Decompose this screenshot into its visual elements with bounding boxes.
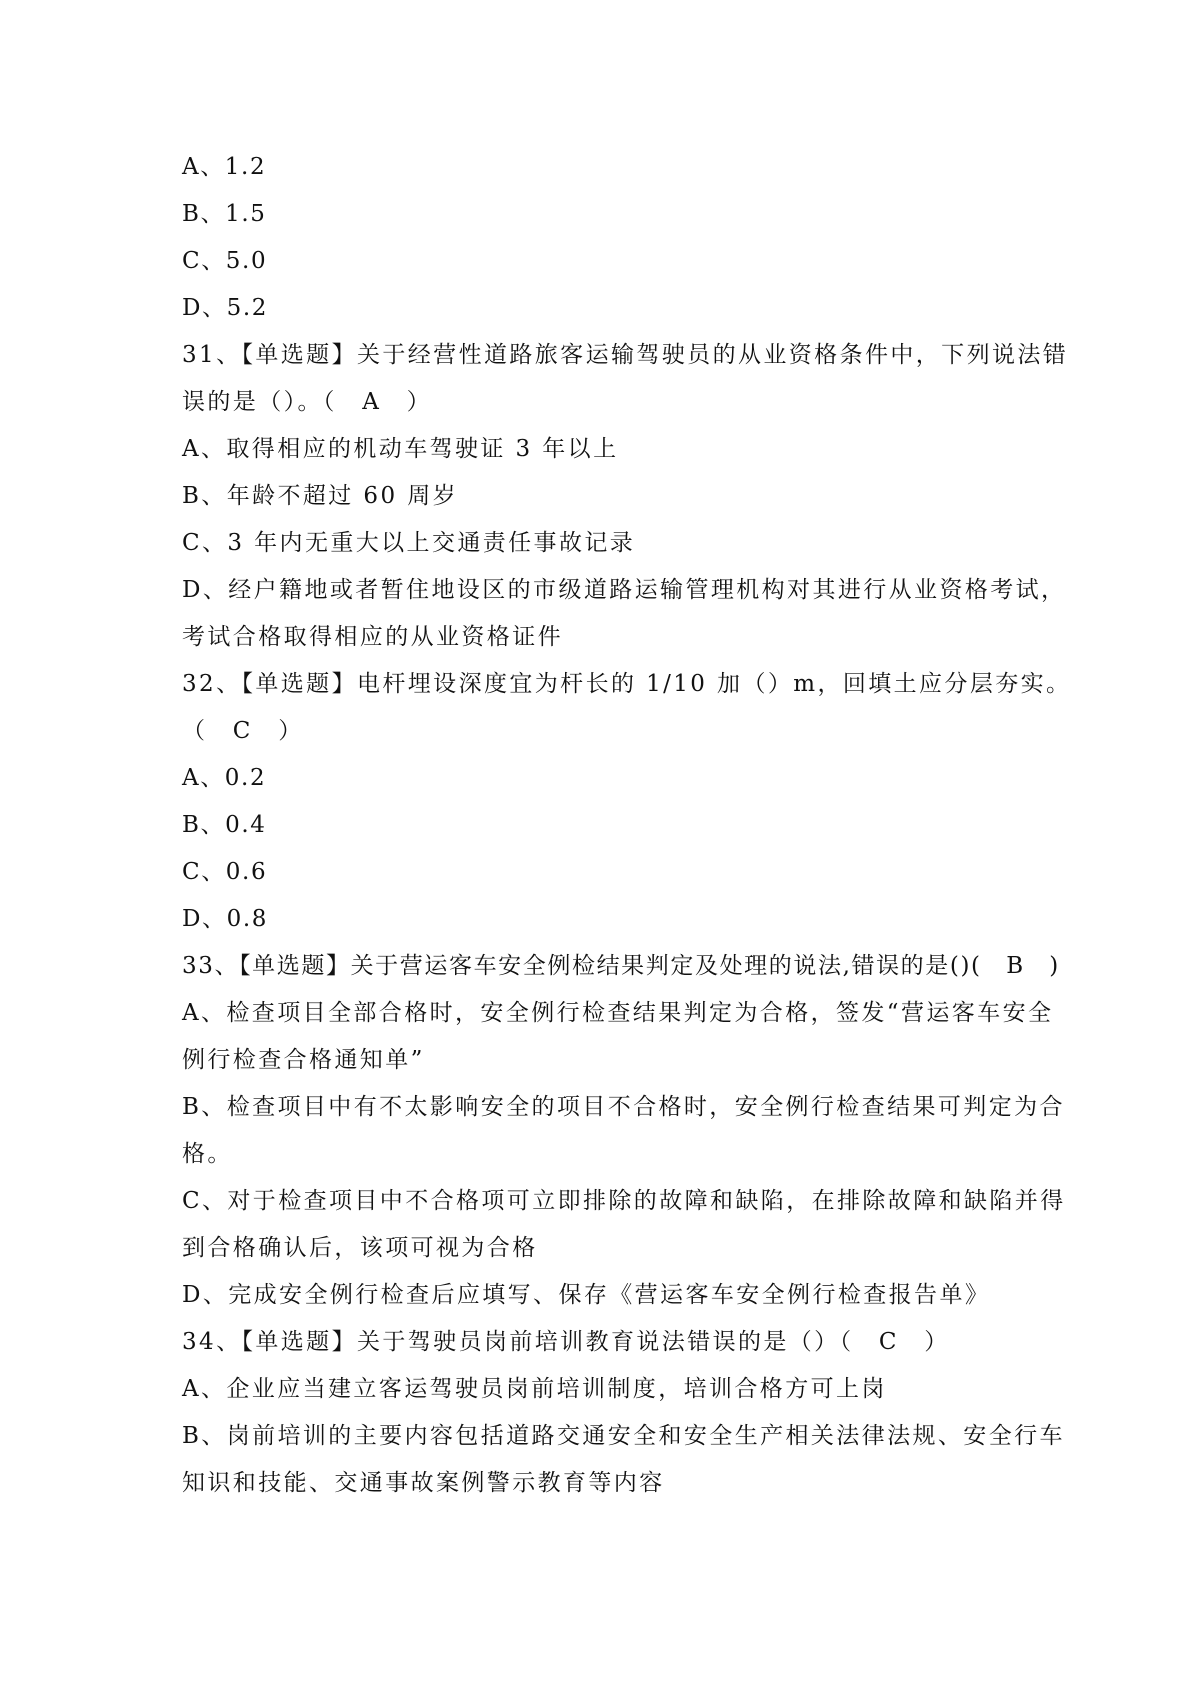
- question-34: 34、【单选题】关于驾驶员岗前培训教育说法错误的是（）（ C ）: [182, 1329, 950, 1355]
- option-a: A、企业应当建立客运驾驶员岗前培训制度，培训合格方可上岗: [182, 1376, 887, 1402]
- option-a: A、检查项目全部合格时，安全例行检查结果判定为合格，签发“营运客车安全: [182, 1000, 1054, 1026]
- option-d: D、完成安全例行检查后应填写、保存《营运客车安全例行检查报告单》: [182, 1282, 991, 1308]
- option-a: A、1.2: [182, 154, 267, 180]
- option-c: C、0.6: [182, 859, 268, 885]
- question-31: 31、【单选题】关于经营性道路旅客运输驾驶员的从业资格条件中，下列说法错: [182, 342, 1069, 368]
- option-d-continued: 考试合格取得相应的从业资格证件: [182, 624, 563, 650]
- option-b: B、0.4: [182, 812, 267, 838]
- option-b: B、岗前培训的主要内容包括道路交通安全和安全生产相关法律法规、安全行车: [182, 1423, 1065, 1449]
- option-b: B、年龄不超过 60 周岁: [182, 483, 458, 509]
- option-b-continued: 知识和技能、交通事故案例警示教育等内容: [182, 1470, 665, 1496]
- option-b: B、1.5: [182, 201, 267, 227]
- option-d: D、经户籍地或者暂住地设区的市级道路运输管理机构对其进行从业资格考试，: [182, 577, 1067, 603]
- option-c: C、3 年内无重大以上交通责任事故记录: [182, 530, 636, 556]
- option-d: D、5.2: [182, 295, 269, 321]
- question-31-continued: 误的是（）。（ A ）: [182, 389, 433, 415]
- option-b: B、检查项目中有不太影响安全的项目不合格时，安全例行检查结果可判定为合: [182, 1094, 1065, 1120]
- question-32: 32、【单选题】电杆埋设深度宜为杆长的 1/10 加（）m，回填土应分层夯实。: [182, 671, 1072, 697]
- question-33: 33、【单选题】关于营运客车安全例检结果判定及处理的说法,错误的是()( B ): [182, 953, 1060, 979]
- question-32-answer: （ C ）: [182, 718, 304, 744]
- option-a-continued: 例行检查合格通知单”: [182, 1047, 425, 1073]
- option-c: C、对于检查项目中不合格项可立即排除的故障和缺陷，在排除故障和缺陷并得: [182, 1188, 1066, 1214]
- option-a: A、0.2: [182, 765, 267, 791]
- option-b-continued: 格。: [182, 1141, 233, 1167]
- option-a: A、取得相应的机动车驾驶证 3 年以上: [182, 436, 619, 462]
- option-c: C、5.0: [182, 248, 268, 274]
- option-d: D、0.8: [182, 906, 269, 932]
- option-c-continued: 到合格确认后，该项可视为合格: [182, 1235, 538, 1261]
